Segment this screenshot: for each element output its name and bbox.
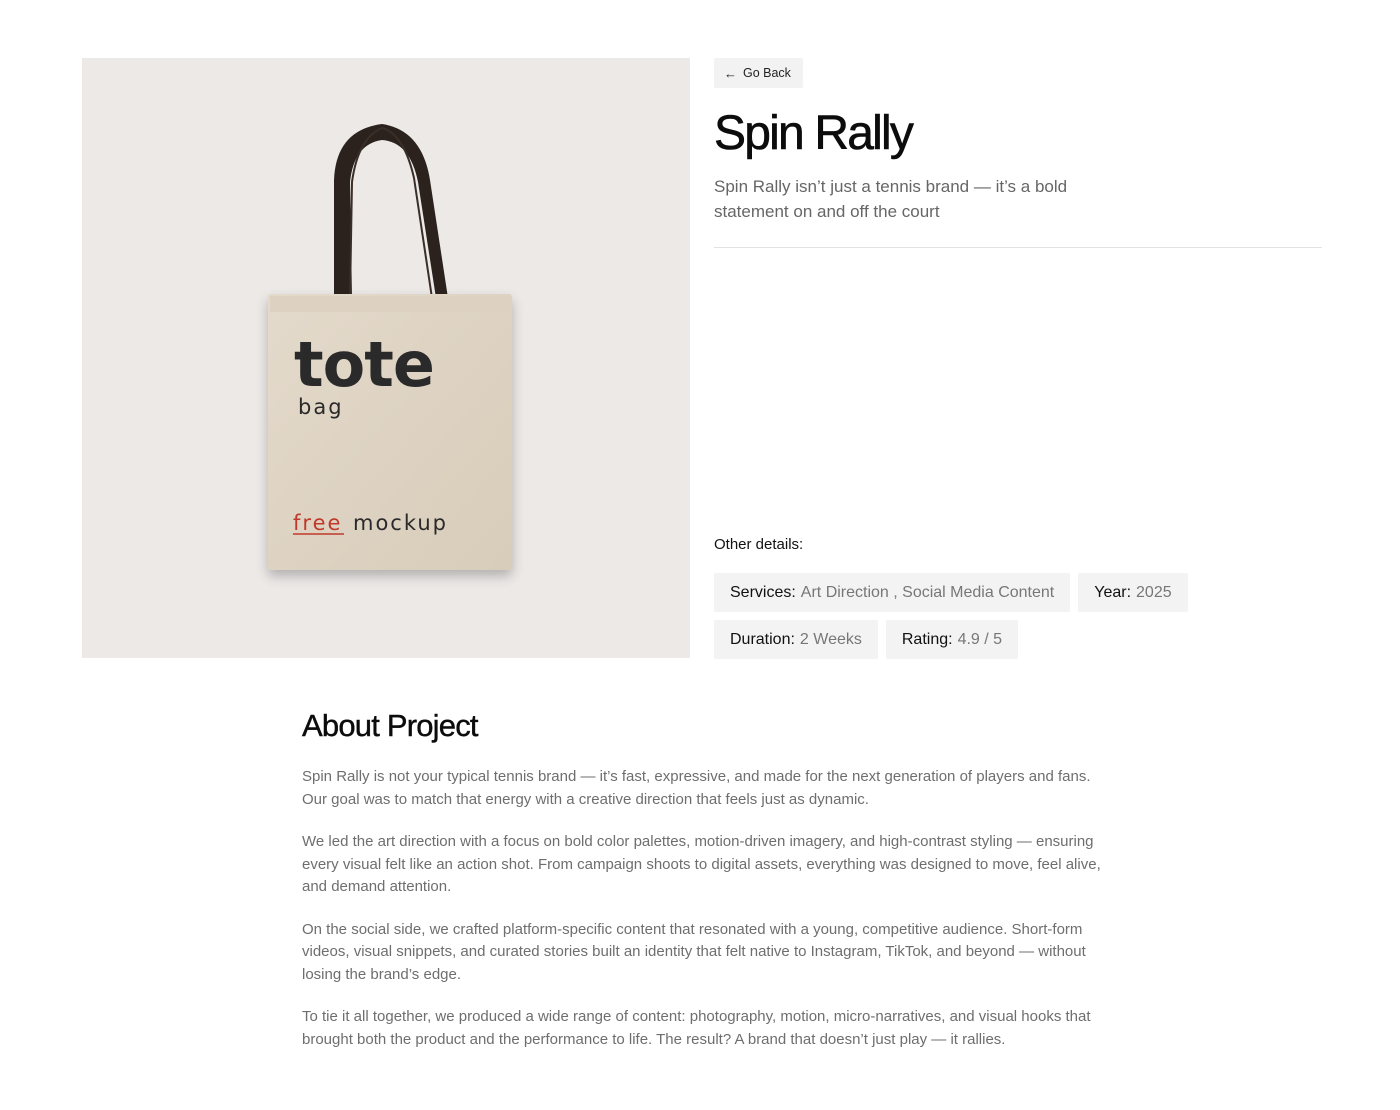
divider [714, 247, 1322, 248]
details-chips [714, 573, 1234, 659]
about-paragraph: We led the art direction with a focus on bold color palettes, motion-driven imagery, and high-contrast styling — ensuring every visual felt like an action shot. From campaign shoots to digital assets, everything was designed to move, feel alive, and demand attention. [302, 833, 1101, 895]
project-title: Spin Rally [714, 107, 913, 160]
about-paragraph: To tie it all together, we produced a wide range of content: photography, motion, micro-narratives, and visual hooks that brought both the product and the performance to life. The result? A brand that doesn’t just play — it rallies. [302, 1008, 1091, 1048]
year-key: Year: [1094, 583, 1132, 601]
project-hero-image [82, 58, 690, 658]
services-chip [714, 573, 1070, 612]
go-back-button[interactable] [714, 58, 803, 88]
year-value: 2025 [1136, 583, 1172, 601]
duration-key: Duration: [730, 630, 795, 648]
about-paragraph: On the social side, we crafted platform-specific content that resonated with a young, competitive audience. Short-form videos, visual snippets, and curated stories built an identity that felt native to Instagram, TikTok, and beyond — without losing the brand’s edge. [302, 920, 1086, 983]
rating-value: 4.9 / 5 [957, 630, 1003, 648]
rating-key: Rating: [901, 630, 953, 648]
tote-bag-illustration [82, 58, 690, 658]
project-subtitle: Spin Rally isn’t just a tennis brand — it’s a bold statement on and off the court [714, 177, 1068, 221]
project-info-panel [714, 58, 1322, 658]
bag-print-free: free [293, 511, 343, 535]
other-details-label: Other details: [714, 536, 804, 553]
rating-chip [886, 620, 1018, 659]
about-project-section [302, 706, 1102, 1071]
bag-print-tote: tote [294, 328, 434, 401]
bag-print-bag: bag [298, 395, 344, 419]
services-key: Services: [730, 583, 796, 601]
about-paragraph: Spin Rally is not your typical tennis brand — it’s fast, expressive, and made for the next generation of players and fans. Our goal was to match that energy with a creative direction that feels just as dynamic. [302, 768, 1091, 808]
arrow-left-icon: ← [724, 65, 737, 81]
duration-value: 2 Weeks [799, 630, 862, 648]
bag-print-mockup: mockup [353, 511, 449, 535]
about-heading: About Project [302, 708, 478, 743]
duration-chip [714, 620, 878, 659]
services-value: Art Direction , Social Media Content [800, 583, 1055, 601]
go-back-label: Go Back [743, 66, 791, 80]
year-chip [1078, 573, 1187, 612]
